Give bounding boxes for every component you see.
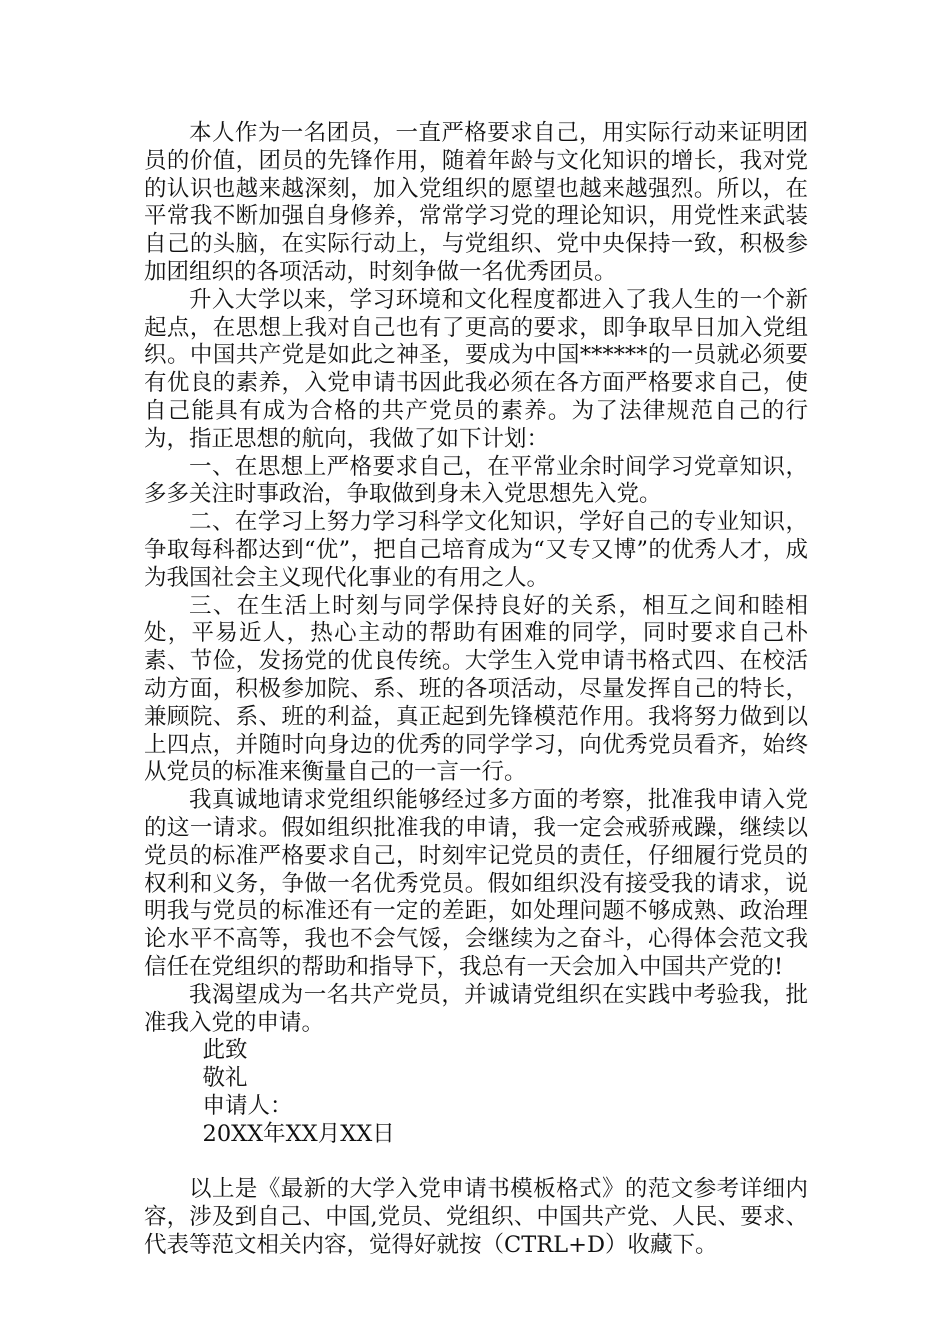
applicant-label: 申请人： [202, 1092, 293, 1119]
document-body [144, 120, 808, 1260]
paragraph-6: 我真诚地请求党组织能够经过多方面的考察，批准我申请入党的这一请求。假如组织批准我的申请，我一定会戒骄戒躁，继续以党员的标准严格要求自己，时刻牢记党员的责任，仔细履行党员的权利和义务，争做一名优秀党员。假如组织没有接受我的请求，说明我与党员的标准还有一定的差距，如处理问题不够成熟、政治理论水平不高等，我也不会气馁，会继续为之奋斗，心得体会范文我信任在党组织的帮助和指导下，我总有一天会加入中国共产党的! [144, 787, 808, 980]
paragraph-7: 我渴望成为一名共产党员，并诚请党组织在实践中考验我，批准我入党的申请。 [144, 981, 808, 1036]
paragraph-1: 本人作为一名团员，一直严格要求自己，用实际行动来证明团员的价值，团员的先锋作用，随着年龄与文化知识的增长，我对党的认识也越来越深刻，加入党组织的愿望也越来越强烈。所以，在平常我不断加强自身修养，常常学习党的理论知识，用党性来武装自己的头脑，在实际行动上，与党组织、党中央保持一致，积极参加团组织的各项活动，时刻争做一名优秀团员。 [144, 120, 808, 285]
date-line: 20XX年XX月XX日 [202, 1120, 395, 1147]
paragraph-5: 三、在生活上时刻与同学保持良好的关系，相互之间和睦相处，平易近人，热心主动的帮助有困难的同学，同时要求自己朴素、节俭，发扬党的优良传统。大学生入党申请书格式四、在校活动方面，积极参加院、系、班的各项活动，尽量发挥自己的特长，兼顾院、系、班的利益，真正起到先锋模范作用。我将努力做到以上四点，并随时向身边的优秀的同学学习，向优秀党员看齐，始终从党员的标准来衡量自己的一言一行。 [144, 592, 808, 786]
paragraph-4: 二、在学习上努力学习科学文化知识，学好自己的专业知识，争取每科都达到“优”，把自己培育成为“又专又博”的优秀人才，成为我国社会主义现代化事业的有用之人。 [144, 509, 808, 591]
paragraph-2: 升入大学以来，学习环境和文化程度都进入了我人生的一个新起点，在思想上我对自己也有了更高的要求，即争取早日加入党组织。中国共产党是如此之神圣，要成为中国******的一员就必须要有优良的素养，入党申请书因此我必须在各方面严格要求自己，使自己能具有成为合格的共产党员的素养。为了法律规范自己的行为，指正思想的航向，我做了如下计划： [144, 286, 808, 452]
spacer [144, 1148, 808, 1176]
salutation-jingli: 敬礼 [202, 1065, 248, 1092]
salutation-cizhi: 此致 [202, 1037, 248, 1064]
paragraph-3: 一、在思想上严格要求自己，在平常业余时间学习党章知识，多多关注时事政治，争取做到身未入党思想先入党。 [144, 453, 808, 508]
footer-note: 以上是《最新的大学入党申请书模板格式》的范文参考详细内容，涉及到自己、中国,党员、党组织、中国共产党、人民、要求、代表等范文相关内容，觉得好就按（CTRL+D）收藏下。 [144, 1176, 808, 1258]
